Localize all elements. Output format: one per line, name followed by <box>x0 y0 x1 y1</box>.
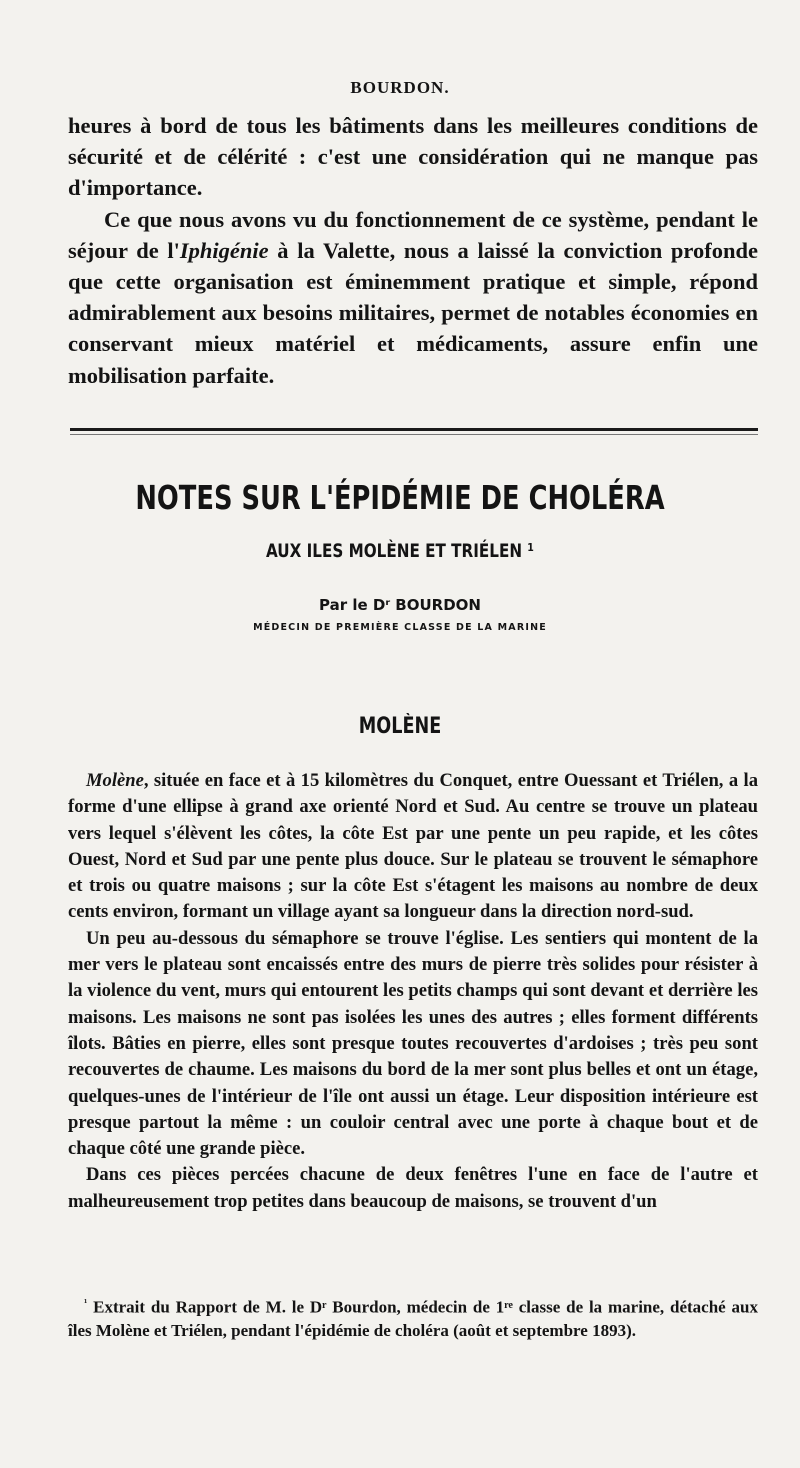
article-body <box>68 768 758 1215</box>
running-head: BOURDON. <box>350 78 450 97</box>
body-paragraph-3: Dans ces pièces percées chacune de deux fenêtres l'une en face de l'autre et malheureusement trop petites dans beaucoup de maisons, se trouvent d'un <box>68 1164 758 1212</box>
ship-name: Iphigénie <box>179 237 269 263</box>
article-author: Par le Dʳ BOURDON <box>319 596 481 614</box>
body-paragraph-1 <box>68 768 758 926</box>
place-name: Molène <box>86 770 144 791</box>
body-p1-rest: , située en face et à 15 kilomètres du Conquet, entre Ouessant et Triélen, a la forme d'une ellipse à grand axe orienté Nord et Sud. Au centre se trouve un plateau vers lequel s'élèvent les côtes, la côte Est par une pente un peu rapide, et les côtes Ouest, Nord et Sud par une pente plus douce. Sur le plateau se trouvent le sémaphore et trois ou quatre maisons ; sur la côte Est s'étagent les maisons au nombre de deux cents environ, formant un village ayant sa longueur dans la direction nord-sud. <box>68 770 758 923</box>
intro-text <box>68 110 758 391</box>
intro-paragraph-2 <box>68 204 758 391</box>
footnote-text <box>68 1292 758 1342</box>
footnote-marker: ¹ <box>84 1297 88 1309</box>
body-paragraph-2: Un peu au-dessous du sémaphore se trouve l'église. Les sentiers qui montent de la mer vers le plateau sont encaissés entre des murs de pierre très solides pour résister à la violence du vent, murs qui entourent les petits champs qui sont devant et derrière les maisons. Les maisons ne sont pas isolées les unes des autres ; elles forment différents îlots. Bâties en pierre, elles sont presque toutes recouvertes d'ardoises ; très peu sont recouvertes de chaume. Les maisons du bord de la mer sont plus belles et ont un étage, quelques-unes de l'intérieur de l'île ont aussi un étage. Leur disposition intérieure est presque partout la même : un couloir central avec une porte à chaque bout et de chaque côté une grande pièce. <box>68 927 758 1160</box>
section-rule <box>70 428 758 431</box>
section-heading: MOLÈNE <box>358 714 442 739</box>
intro-p2-start: Ce que nous avons vu du fonctionnement de ce système, pendant le séjour de l' <box>68 206 758 263</box>
article-title: NOTES SUR L'ÉPIDÉMIE DE CHOLÉRA <box>135 478 665 517</box>
section-rule-thin <box>70 434 758 435</box>
intro-p2-end: à la Valette, nous a laissé la conviction profonde que cette organisation est éminemment pratique et simple, répond admirablement aux besoins militaires, permet de notables économies en conservant mieux matériel et médicaments, assure enfin une mobilisation parfaite. <box>68 237 758 388</box>
article-subtitle: AUX ILES MOLÈNE ET TRIÉLEN ¹ <box>265 540 535 562</box>
intro-paragraph-1: heures à bord de tous les bâtiments dans les meilleures conditions de sécurité et de célérité : c'est une considération qui ne manque pas d'importance. <box>68 113 758 201</box>
footnote-body: Extrait du Rapport de M. le Dʳ Bourdon, médecin de 1ʳᵉ classe de la marine, détaché aux îles Molène et Triélen, pendant l'épidémie de choléra (août et septembre 1893). <box>68 1297 758 1340</box>
author-rank: MÉDECIN DE PREMIÈRE CLASSE DE LA MARINE <box>253 622 547 633</box>
footnote <box>68 1292 758 1342</box>
